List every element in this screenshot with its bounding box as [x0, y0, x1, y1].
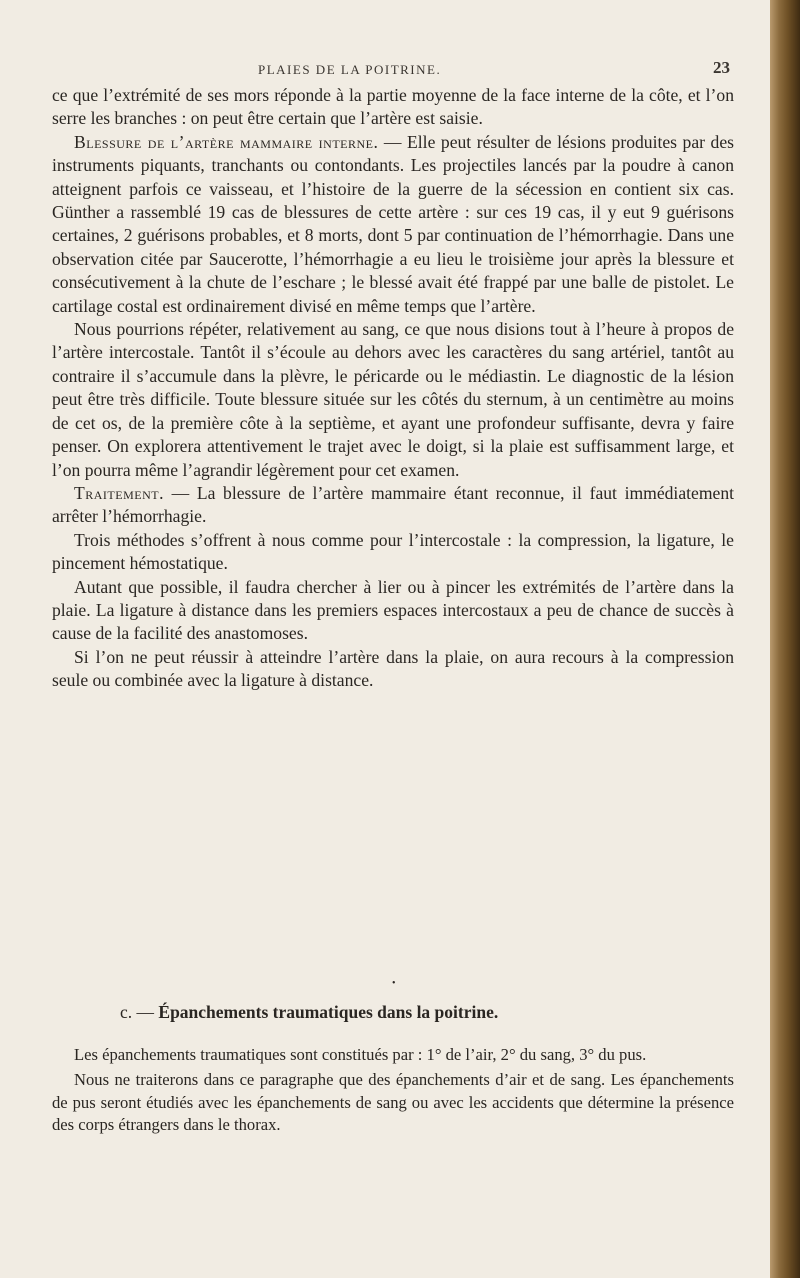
section-label: c. — — [120, 1002, 159, 1022]
section-mark: • — [392, 978, 396, 989]
paragraph-7: Si l’on ne peut réussir à atteindre l’artère dans la plaie, on aura recours à la compression seule ou combinée avec la ligature à distance. — [52, 646, 734, 691]
paragraph-2: Blessure de l’artère mammaire interne. — Elle peut résulter de lésions produites par des instruments piquants, tranchants ou contondants. Les projectiles lancés par la poudre à canon atteignent parfois ce vaisseau, et l’histoire de la guerre de la sécession en contient six cas. Günther a rassemblé 19 cas de blessures de cette artère : sur ces 19 cas, il y eut 9 guérisons certaines, 2 guérisons probables, et 8 morts, dont 5 par continuation de l’hémorrhagie. Dans une observation citée par Saucerotte, l’hémorrhagie a eu lieu le troisième jour après la blessure et consécutivement à la chute de l’eschare ; le blessé avait été frappé par une balle de pistolet. Le cartilage costal est ordinairement divisé en même temps que l’artère. — [52, 131, 735, 316]
paragraph-4: Traitement. — La blessure de l’artère mammaire étant reconnue, il faut immédiatement arrêter l’hémorrhagie. — [52, 482, 735, 527]
paragraph-6: Autant que possible, il faudra chercher à lier ou à pincer les extrémités de l’artère dans la plaie. La ligature à distance dans les premiers espaces intercostaux a peu de chance de succès à cause de la facilité des anastomoses. — [52, 576, 734, 644]
heading-treatment: Traitement. — [74, 482, 164, 503]
paragraph-3: Nous pourrions répéter, relativement au sang, ce que nous disions tout à l’heure à propos de l’artère intercostale. Tantôt il s’écoule au dehors avec les caractères du sang artériel, tantôt au contraire il s’accumule dans la plèvre, le péricarde ou le médiastin. Le diagnostic de la lésion peut être très difficile. Toute blessure située sur les côtés du sternum, à un centimètre au moins de cet os, de la première côte à la septième, et ayant une profondeur suffisante, devra y faire penser. On explorera attentivement le trajet avec le doigt, si la plaie est suffisamment large, et l’on pourra même l’agrandir légèrement pour cet examen. — [52, 319, 734, 480]
book-spine-edge — [770, 0, 800, 1278]
running-head: PLAIES DE LA POITRINE. — [258, 62, 442, 77]
section-heading — [120, 1002, 680, 1023]
paragraph-1: ce que l’extrémité de ses mors réponde à la partie moyenne de la face interne de la côte, et l’on serre les branches : on peut être certain que l’artère est saisie. — [52, 85, 734, 129]
heading-mammary-artery: Blessure de l’artère mammaire interne. — [74, 131, 379, 152]
section-text — [52, 1044, 734, 1140]
page-number: 23 — [713, 58, 730, 77]
section-title: Épanchements traumatiques dans la poitrine. — [158, 1002, 499, 1022]
paragraph-9: Nous ne traiterons dans ce paragraphe que des épanchements d’air et de sang. Les épanchements de pus seront étudiés avec les épanchements de sang ou avec les accidents que détermine la présence des corps étrangers dans le thorax. — [52, 1070, 734, 1135]
paragraph-5: Trois méthodes s’offrent à nous comme pour l’intercostale : la compression, la ligature, le pincement hémostatique. — [52, 529, 734, 574]
page-header — [0, 58, 770, 82]
paragraph-8: Les épanchements traumatiques sont constitués par : 1° de l’air, 2° du sang, 3° du pus. — [74, 1045, 647, 1064]
main-text — [52, 84, 734, 693]
